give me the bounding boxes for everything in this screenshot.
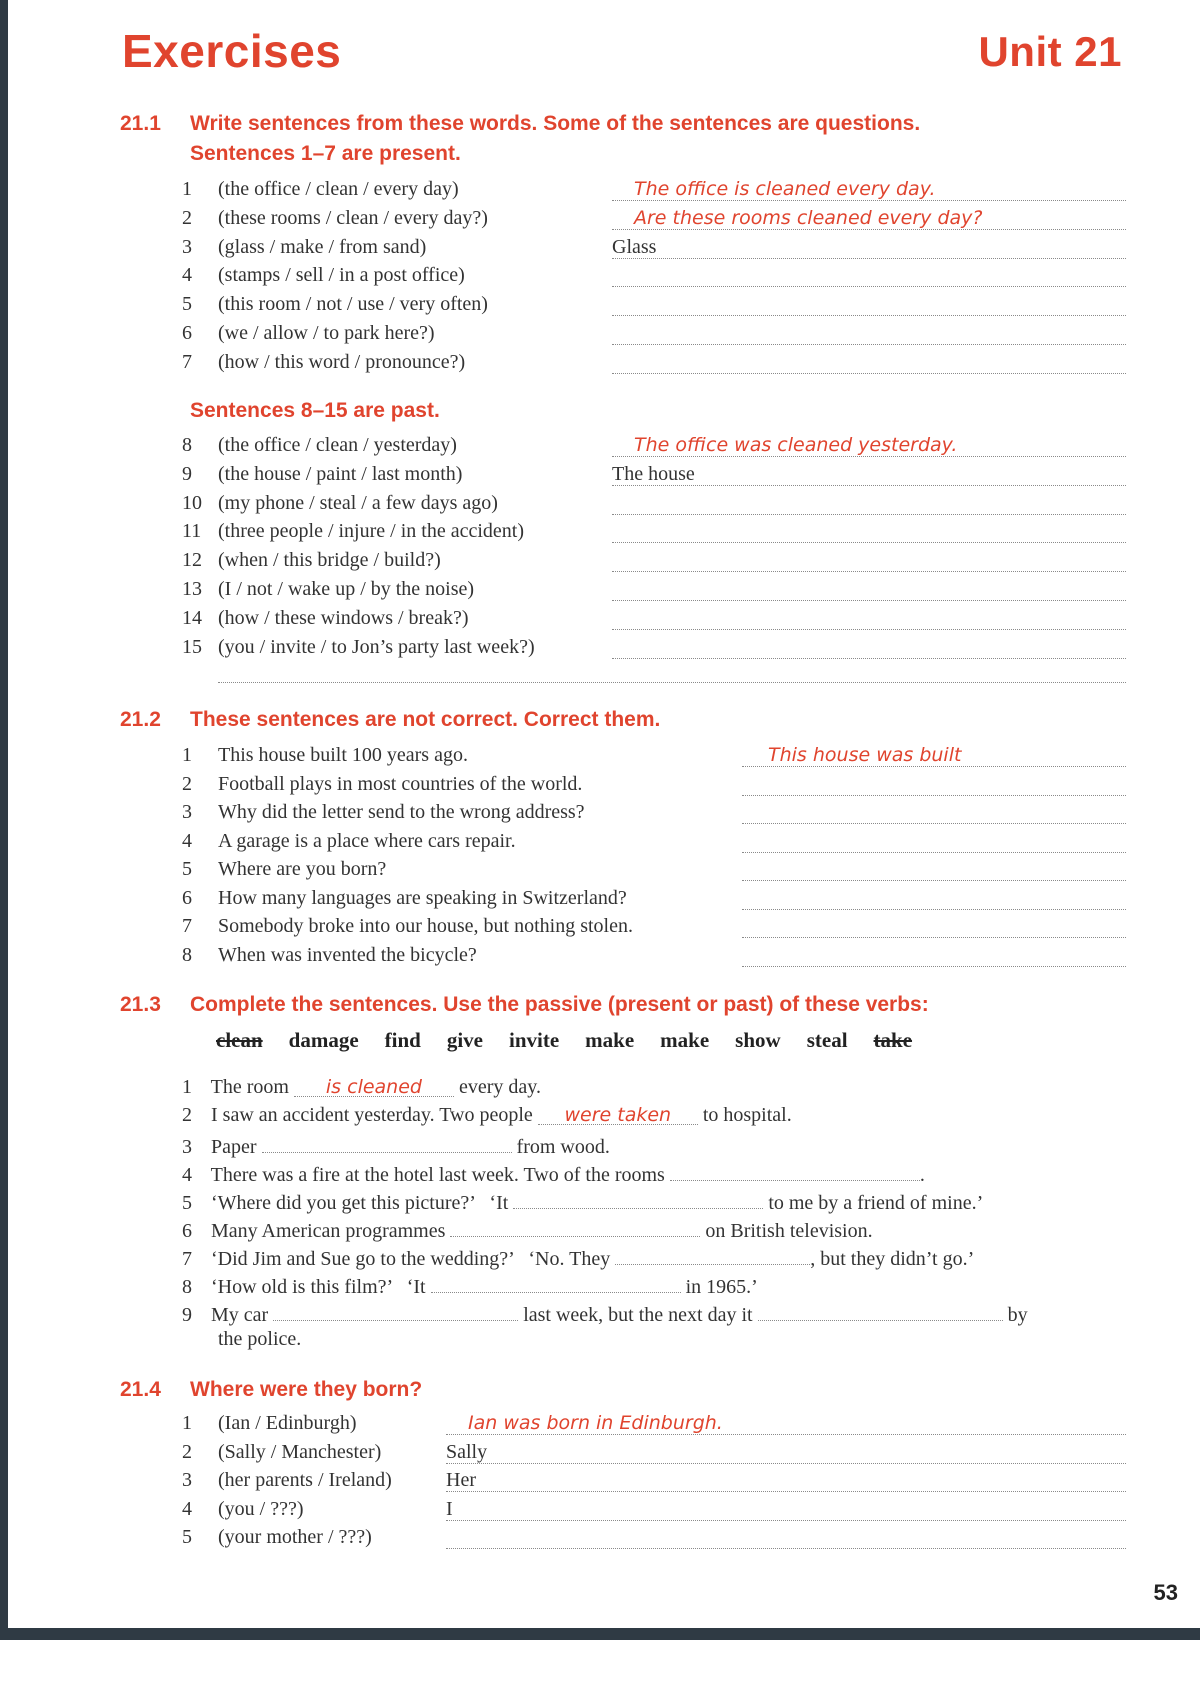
item-prompt: (the office / clean / every day) — [218, 178, 459, 200]
answer-line[interactable] — [612, 492, 1126, 515]
exercise-number: 21.1 — [120, 112, 161, 135]
handwritten-answer: Are these rooms cleaned every day? — [634, 206, 983, 229]
sentence-text: ‘How old is this film?’ — [211, 1276, 392, 1298]
exercise-number: 21.4 — [120, 1378, 161, 1401]
verb-option: steal — [806, 1028, 848, 1052]
item-number: 6 — [182, 1220, 192, 1242]
answer-line[interactable] — [446, 1441, 1126, 1464]
item-number: 7 — [182, 1248, 192, 1270]
sentence-text: every day. — [458, 1076, 541, 1098]
sentence-text: by — [1007, 1304, 1028, 1326]
exercise-item — [0, 944, 1200, 972]
sentence-3 — [182, 1132, 610, 1159]
exercise-item — [0, 1498, 1200, 1526]
sentence-text: ‘No. They — [528, 1248, 611, 1270]
answer-line[interactable] — [742, 858, 1126, 881]
answer-blank[interactable] — [262, 1132, 512, 1153]
item-number: 3 — [182, 235, 192, 258]
exercise-item — [0, 1469, 1200, 1497]
sentence-text: Paper — [211, 1136, 257, 1158]
exercise-item — [0, 744, 1200, 772]
handwritten-answer: The office is cleaned every day. — [634, 178, 936, 200]
sentence-text: ‘It — [489, 1192, 509, 1214]
exercise-item — [0, 1441, 1200, 1469]
handwritten-answer: The office was cleaned yesterday. — [634, 434, 958, 456]
answer-prefix: The house — [612, 462, 695, 485]
sentence-2 — [182, 1104, 792, 1127]
sentence-text: My car — [211, 1304, 269, 1326]
handwritten-answer: were taken — [564, 1104, 672, 1126]
exercise-item — [0, 434, 1200, 462]
item-number: 1 — [182, 178, 192, 200]
exercise-item — [0, 178, 1200, 206]
item-prompt: (these rooms / clean / every day?) — [218, 206, 488, 229]
item-number: 2 — [182, 1440, 192, 1463]
item-prompt: (my phone / steal / a few days ago) — [218, 491, 498, 514]
sentence-text: last week, but the next day it — [523, 1304, 753, 1326]
exercise-subinstructions: Sentences 1–7 are present. — [190, 142, 461, 165]
item-prompt: (your mother / ???) — [218, 1526, 372, 1548]
answer-prefix: Her — [446, 1469, 476, 1491]
exercise-item — [0, 322, 1200, 350]
item-prompt: (you / ???) — [218, 1497, 304, 1520]
item-number: 4 — [182, 264, 192, 287]
sentence-text: in 1965.’ — [685, 1276, 758, 1298]
item-number: 1 — [182, 1412, 192, 1434]
page-number: 53 — [1153, 1580, 1178, 1605]
item-number: 5 — [182, 293, 192, 316]
item-prompt: (stamps / sell / in a post office) — [218, 264, 465, 287]
item-number: 5 — [182, 1192, 192, 1214]
item-number: 2 — [182, 206, 192, 229]
exercise-item — [0, 607, 1200, 635]
exercise-item — [0, 1526, 1200, 1554]
verb-option: make — [585, 1028, 635, 1052]
sentence-text: There was a fire at the hotel last week. Two of the rooms — [210, 1164, 665, 1186]
answer-line[interactable] — [612, 549, 1126, 572]
item-prompt: (the house / paint / last month) — [218, 462, 463, 485]
answer-line[interactable] — [612, 264, 1126, 287]
sentence-text: from wood. — [516, 1136, 610, 1158]
answer-blank[interactable] — [273, 1300, 518, 1321]
exercise-item — [0, 858, 1200, 886]
answer-line-15[interactable] — [218, 682, 1126, 683]
item-sentence: When was invented the bicycle? — [218, 943, 477, 966]
item-sentence: Somebody broke into our house, but nothing stolen. — [218, 915, 633, 937]
sentence-text: Many American programmes — [211, 1220, 446, 1242]
exercise-item — [0, 773, 1200, 801]
exercise-instructions: Write sentences from these words. Some of the sentences are questions. — [190, 112, 921, 135]
sentence-text: to hospital. — [702, 1104, 792, 1126]
sentence-4 — [182, 1160, 925, 1187]
sentence-text: to me by a friend of mine.’ — [768, 1192, 984, 1214]
answer-line[interactable] — [446, 1498, 1126, 1521]
exercise-item — [0, 549, 1200, 577]
page-edge-bottom — [0, 1628, 1200, 1640]
answer-line[interactable] — [612, 293, 1126, 316]
item-sentence: This house built 100 years ago. — [218, 744, 468, 766]
exercise-instructions: Complete the sentences. Use the passive (present or past) of these verbs: — [190, 993, 929, 1016]
exercise-item — [0, 887, 1200, 915]
item-number: 5 — [182, 858, 192, 880]
item-number: 14 — [182, 606, 202, 629]
verb-option: take — [873, 1028, 913, 1052]
exercise-item — [0, 264, 1200, 292]
answer-line[interactable] — [742, 830, 1126, 853]
item-number: 6 — [182, 322, 192, 344]
item-prompt: (her parents / Ireland) — [218, 1469, 392, 1491]
answer-line[interactable] — [612, 178, 1126, 201]
answer-prefix: Glass — [612, 235, 657, 258]
item-number: 5 — [182, 1526, 192, 1548]
sentence-text: , but they didn’t go.’ — [810, 1248, 975, 1270]
exercise-item — [0, 636, 1200, 664]
exercise-subheading: Sentences 8–15 are past. — [190, 399, 440, 422]
sentence-text: . — [919, 1164, 925, 1186]
answer-blank[interactable] — [294, 1076, 454, 1097]
answer-line[interactable] — [612, 351, 1126, 374]
item-sentence: Football plays in most countries of the world. — [218, 772, 583, 795]
answer-line[interactable] — [742, 887, 1126, 910]
exercise-item — [0, 492, 1200, 520]
page-title: Exercises — [122, 25, 342, 77]
item-prompt: (we / allow / to park here?) — [218, 322, 435, 344]
exercise-item — [0, 236, 1200, 264]
answer-line[interactable] — [742, 915, 1126, 938]
item-number: 4 — [182, 1497, 192, 1520]
exercise-instructions: Where were they born? — [190, 1378, 423, 1401]
item-number: 8 — [182, 1276, 192, 1298]
answer-line[interactable] — [612, 636, 1126, 659]
answer-blank[interactable] — [758, 1300, 1003, 1321]
answer-prefix: I — [446, 1497, 453, 1520]
item-prompt: (glass / make / from sand) — [218, 235, 427, 258]
answer-blank[interactable] — [450, 1216, 700, 1237]
item-prompt: (when / this bridge / build?) — [218, 549, 441, 572]
item-number: 6 — [182, 886, 192, 909]
item-number: 7 — [182, 350, 192, 373]
answer-line[interactable] — [612, 578, 1126, 601]
sentence-6 — [182, 1216, 873, 1243]
sentence-text: ‘Where did you get this picture?’ — [211, 1192, 475, 1214]
exercise-item — [0, 463, 1200, 491]
exercise-item — [0, 351, 1200, 379]
sentence-text: ‘Did Jim and Sue go to the wedding?’ — [211, 1248, 514, 1270]
answer-blank[interactable] — [538, 1104, 698, 1125]
item-number: 8 — [182, 943, 192, 966]
exercise-item — [0, 801, 1200, 829]
exercise-item — [0, 520, 1200, 548]
item-prompt: (this room / not / use / very often) — [218, 293, 488, 316]
verb-option: give — [446, 1028, 483, 1052]
sentence-text: The room — [210, 1076, 289, 1098]
unit-label: Unit 21 — [978, 28, 1122, 75]
item-number: 2 — [182, 1104, 192, 1126]
item-sentence: Where are you born? — [218, 858, 387, 880]
item-prompt: (you / invite / to Jon’s party last week?) — [218, 635, 535, 658]
item-prompt: (how / this word / pronounce?) — [218, 350, 466, 373]
item-number: 3 — [182, 801, 192, 823]
item-number: 7 — [182, 915, 192, 937]
sentence-8 — [182, 1272, 758, 1299]
answer-line[interactable] — [742, 944, 1126, 967]
item-prompt: (Sally / Manchester) — [218, 1440, 382, 1463]
item-number: 9 — [182, 462, 192, 485]
answer-line[interactable] — [446, 1412, 1126, 1435]
verb-list — [216, 1028, 938, 1053]
item-sentence: A garage is a place where cars repair. — [218, 829, 516, 852]
item-prompt: (how / these windows / break?) — [218, 606, 469, 629]
item-number: 9 — [182, 1304, 192, 1326]
sentence-5 — [182, 1188, 984, 1215]
item-prompt: (the office / clean / yesterday) — [218, 434, 457, 456]
verb-option: invite — [509, 1028, 560, 1052]
sentence-text: on British television. — [705, 1220, 873, 1242]
item-number: 13 — [182, 578, 202, 600]
answer-line[interactable] — [742, 801, 1126, 824]
exercise-item — [0, 578, 1200, 606]
sentence-9-continued: the police. — [218, 1328, 302, 1350]
exercise-item — [0, 1412, 1200, 1440]
answer-line[interactable] — [612, 607, 1126, 630]
verb-option: damage — [288, 1028, 359, 1052]
sentence-text: ‘It — [406, 1276, 426, 1298]
verb-option: show — [735, 1028, 781, 1052]
answer-blank[interactable] — [431, 1272, 681, 1293]
sentence-1 — [182, 1076, 541, 1099]
page-margin-bottom — [0, 1640, 1200, 1698]
item-number: 3 — [182, 1136, 192, 1158]
handwritten-answer: Ian was born in Edinburgh. — [468, 1412, 723, 1434]
item-number: 1 — [182, 744, 192, 766]
exercise-item — [0, 915, 1200, 943]
item-number: 1 — [182, 1076, 192, 1098]
sentence-text: I saw an accident yesterday. Two people — [211, 1104, 533, 1126]
verb-option: clean — [216, 1028, 263, 1052]
verb-option: make — [660, 1028, 710, 1052]
answer-line[interactable] — [446, 1526, 1126, 1549]
exercise-number: 21.2 — [120, 708, 161, 731]
exercise-item — [0, 207, 1200, 235]
item-sentence: How many languages are speaking in Switzerland? — [218, 886, 627, 909]
answer-line[interactable] — [612, 463, 1126, 486]
item-number: 10 — [182, 491, 202, 514]
item-sentence: Why did the letter send to the wrong address? — [218, 801, 585, 823]
answer-line[interactable] — [742, 744, 1126, 767]
answer-line[interactable] — [612, 236, 1126, 259]
exercise-instructions: These sentences are not correct. Correct them. — [190, 708, 661, 731]
answer-line[interactable] — [446, 1469, 1126, 1492]
item-prompt: (Ian / Edinburgh) — [218, 1412, 357, 1434]
verb-option: find — [384, 1028, 421, 1052]
item-number: 8 — [182, 434, 192, 456]
exercise-item — [0, 293, 1200, 321]
item-prompt: (three people / injure / in the accident) — [218, 520, 524, 543]
item-prompt: (I / not / wake up / by the noise) — [218, 578, 475, 600]
answer-line[interactable] — [612, 520, 1126, 543]
item-number: 4 — [182, 1164, 192, 1186]
answer-blank[interactable] — [615, 1244, 810, 1265]
answer-blank[interactable] — [670, 1160, 920, 1181]
sentence-9 — [182, 1300, 1028, 1327]
answer-line[interactable] — [612, 434, 1126, 457]
answer-blank[interactable] — [513, 1188, 763, 1209]
item-number: 11 — [182, 520, 202, 543]
answer-line[interactable] — [612, 322, 1126, 345]
item-number: 3 — [182, 1469, 192, 1491]
exercise-item — [0, 830, 1200, 858]
sentence-7 — [182, 1244, 975, 1271]
handwritten-answer: This house was built — [768, 744, 962, 766]
item-number: 15 — [182, 635, 202, 658]
item-number: 12 — [182, 549, 202, 572]
answer-line[interactable] — [612, 207, 1126, 230]
answer-prefix: Sally — [446, 1440, 488, 1463]
item-number: 2 — [182, 772, 192, 795]
handwritten-answer: is cleaned — [325, 1076, 422, 1098]
exercise-number: 21.3 — [120, 993, 161, 1016]
item-number: 4 — [182, 829, 192, 852]
answer-line[interactable] — [742, 773, 1126, 796]
